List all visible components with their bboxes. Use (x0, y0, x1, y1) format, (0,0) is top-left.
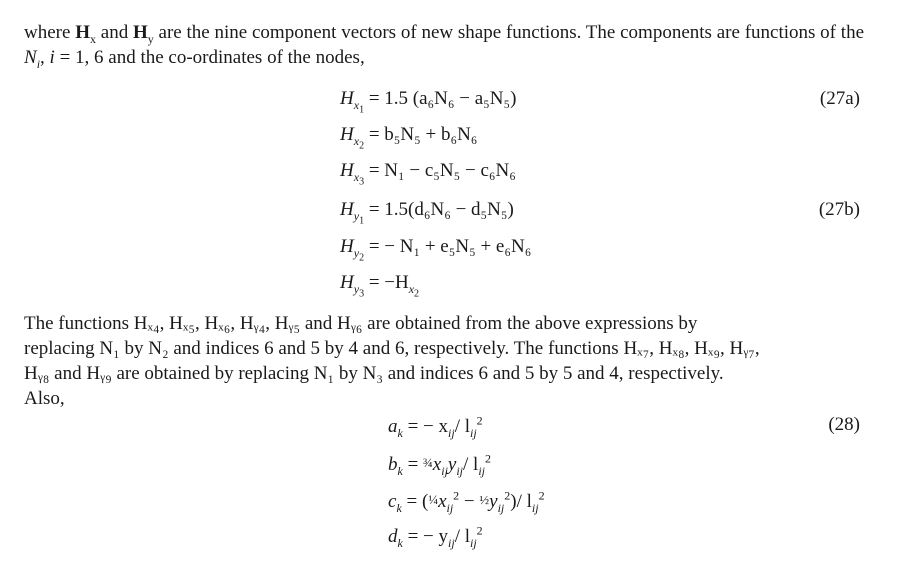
text-run: , (40, 47, 50, 68)
body-paragraph (24, 311, 864, 411)
equation-rhs: = 1.5 (a₆N₆ − a₅N₅) (368, 88, 517, 109)
equation-rhs: = −H (368, 272, 409, 293)
equation-number: (28) (828, 414, 860, 435)
equation-Hx2: $H_{x_2} = b_5N_5 + b_6N_6$ (340, 124, 478, 152)
text-run: = 1, 6 and the co-ordinates of the nodes, (54, 47, 365, 68)
equation-Hy3: $H_{y_3} = -H_{x_2}$ (340, 272, 420, 300)
subscript: i (36, 56, 41, 71)
symbol-Hx: H (75, 22, 90, 43)
text-line: replacing N₁ by N₂ and indices 6 and 5 by 4 and 6, respectively. The functions Hₓ₇, Hₓ₈, Hₓ₉, Hᵧ₇, (24, 338, 760, 359)
symbol-Hy: H (132, 22, 148, 43)
symbol-Ni: N (24, 47, 37, 68)
equation-Hx1: $H_{x_1} = 1.5$ (a₆N₆ − a₅N₅) (340, 88, 517, 116)
equation-ck: $c_k$ = ($\frac{1}{4}x_{ij}^2$ − $\frac{1}{2}y_{ij}^2)/$ $l_{ij}^2$ (388, 488, 545, 515)
text-run: and (95, 22, 133, 43)
equation-bk: $b_k$ = $\frac{3}{4}x_{ij}y_{ij}/$ $l_{ij}^2$ (388, 451, 491, 478)
subscript: y (147, 31, 154, 46)
symbol-i: i (49, 47, 55, 68)
equation-rhs: = 1.5(d₆N₆ − d₅N₅) (368, 199, 514, 220)
equation-Hy1: $H_{y_1} = 1.5(d_6N_6 - d_5N_5)$ (340, 199, 514, 227)
equation-rhs: = N₁ − c₅N₅ − c₆N₆ (368, 160, 516, 181)
intro-paragraph (24, 20, 864, 70)
text-line: Hᵧ₈ and Hᵧ₉ are obtained by replacing N₁ by N₃ and indices 6 and 5 by 5 and 4, respectively. (24, 363, 724, 384)
text-line: Also, (24, 388, 65, 409)
equation-ak: $a_k$ = − $x_{ij}/$ $l_{ij}^2$ (388, 413, 483, 440)
equation-Hx3: $H_{x_3} = N_1 - c_5N_5 - c_6N_6$ (340, 160, 516, 188)
equation-number: (27b) (818, 199, 860, 220)
equation-number: (27a) (819, 88, 860, 109)
equation-Hy2: $H_{y_2}$ = − N₁ + e₅N₅ + e₆N₆ (340, 236, 532, 264)
subscript: x (89, 31, 96, 46)
text-line: The functions Hₓ₄, Hₓ₅, Hₓ₆, Hᵧ₄, Hᵧ₅ and Hᵧ₆ are obtained from the above expressions by (24, 313, 698, 334)
equation-rhs: = − N₁ + e₅N₅ + e₆N₆ (368, 236, 532, 257)
text-run: where (24, 22, 76, 43)
equation-dk: $d_k$ = − $y_{ij}/$ $l_{ij}^2$ (388, 523, 483, 550)
equation-rhs: = b₅N₅ + b₆N₆ (368, 124, 478, 145)
text-run: are the nine component vectors of new shape functions. The components are functions of the (153, 22, 865, 43)
